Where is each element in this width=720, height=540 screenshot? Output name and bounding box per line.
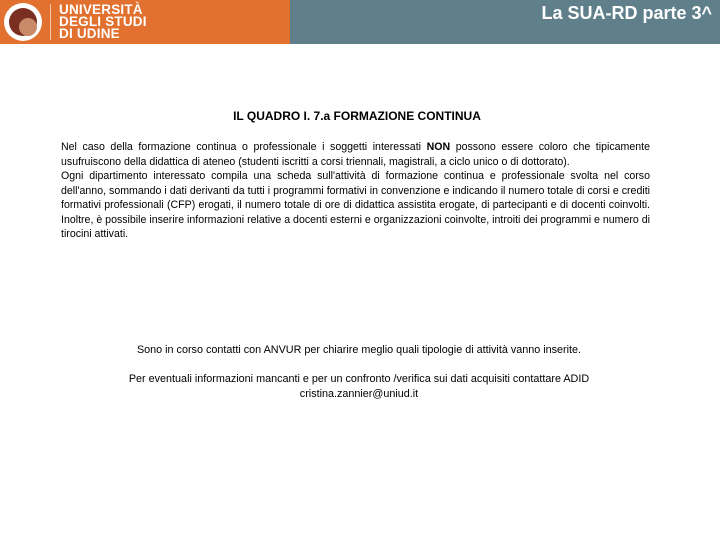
contact-email: cristina.zannier@uniud.it [299,387,419,400]
university-seal-icon [4,3,42,41]
university-name-line-2: DEGLI STUDI [59,14,147,29]
paragraph-1-start: Nel caso della formazione continua o professionale i soggetti interessati [61,141,427,153]
paragraph-1 [61,140,650,169]
logo-divider [50,4,51,40]
paragraph-1-end: possono essere coloro che tipicamente usufruiscono della didattica di ateneo (studenti iscritti a corsi triennali, magistrali, a ciclo unico o di dottorato). [61,141,650,168]
university-name-line-3: DI UDINE [59,26,120,41]
emphasis-non: NON [426,141,451,153]
contact-text: Per eventuali informazioni mancanti e per un confronto /verifica sui dati acquisiti contattare ADID [128,373,590,385]
university-name-line-1: UNIVERSITÀ [59,2,143,17]
university-name [59,4,147,40]
body-text [61,140,650,242]
paragraph-2: Ogni dipartimento interessato compila una scheda sull'attività di formazione continua e professionale svolta nel corso dell'anno, sommando i dati derivanti da tutti i programmi formativi in convenzione e indicando il numero totale di corsi e crediti formativi professionali (CFP) erogati, il numero totale di ore di didattica assistita erogate, di partecipanti e di docenti coinvolti. Inoltre, è possibile inserire informazioni relative a docenti esterni e organizzazioni coinvolte, introiti dei programmi e numero di tirocini attivati. [61,170,650,240]
university-logo [0,0,290,44]
anvur-note: Sono in corso contatti con ANVUR per chiarire meglio quali tipologie di attività vanno inserite. [136,344,582,356]
slide-title: La SUA-RD parte 3^ [541,3,712,23]
section-heading: IL QUADRO I. 7.a FORMAZIONE CONTINUA [233,109,481,123]
header-bar [0,0,720,44]
contact-note [0,372,718,401]
